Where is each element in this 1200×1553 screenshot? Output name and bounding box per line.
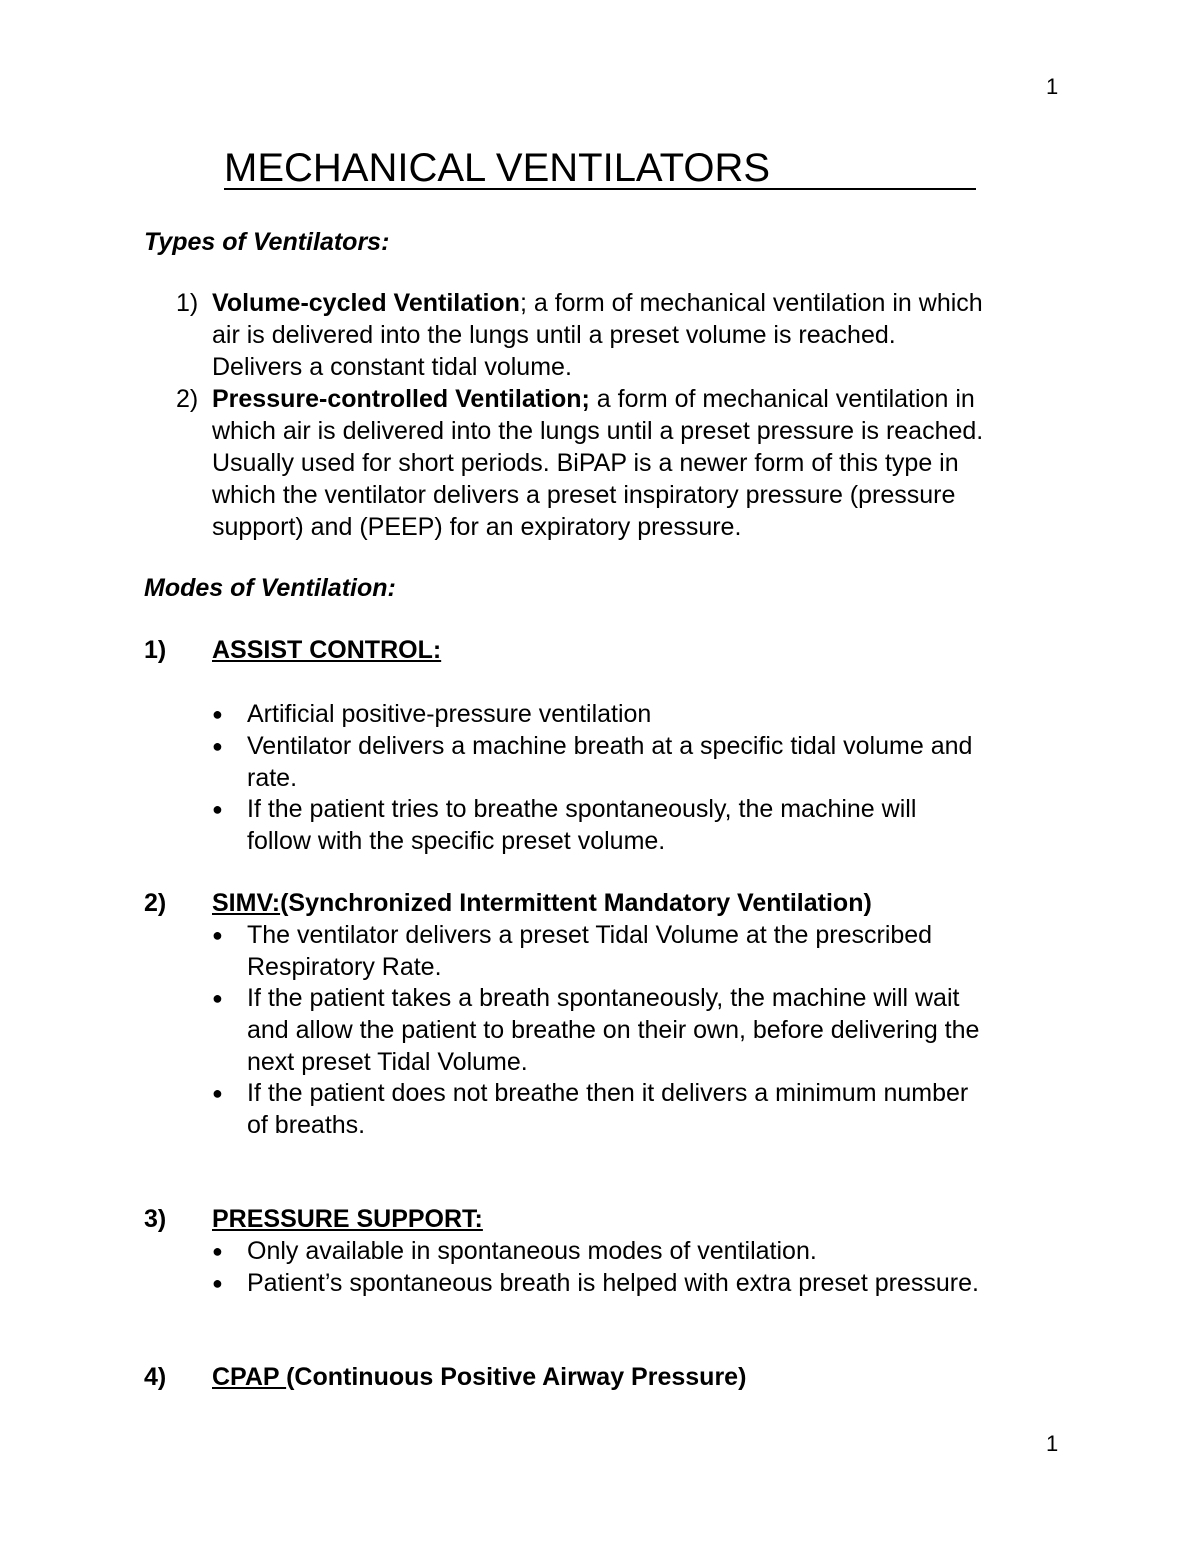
mode-2-bullet-3-line-2: of breaths.	[247, 1111, 366, 1139]
mode-4-title-underlined: CPAP	[212, 1363, 287, 1391]
mode-4-number: 4)	[144, 1363, 167, 1391]
mode-3-number: 3)	[144, 1205, 167, 1233]
mode-3-bullet-1-line-1: Only available in spontaneous modes of ventilation.	[247, 1237, 817, 1265]
mode-4-title	[212, 1361, 746, 1393]
mode-1-title	[212, 634, 441, 666]
mode-2-number: 2)	[144, 889, 167, 917]
type-1-line-1: a form of mechanical ventilation in which	[526, 289, 983, 317]
mode-3-bullet-2	[247, 1267, 979, 1299]
type-1-term: Volume-cycled Ventilation	[212, 289, 520, 317]
bullet-icon: ●	[212, 704, 223, 724]
page-number-bottom: 1	[1046, 1431, 1059, 1456]
type-1-sep: ;	[519, 289, 527, 317]
bullet-icon: ●	[212, 1083, 223, 1103]
mode-3-bullet-2-line-1: Patient’s spontaneous breath is helped with extra preset pressure.	[247, 1269, 979, 1297]
mode-3-title	[212, 1203, 483, 1235]
mode-1-title-underlined: ASSIST CONTROL:	[212, 636, 442, 664]
type-2-number: 2)	[176, 385, 199, 413]
type-2-line-3: Usually used for short periods. BiPAP is a newer form of this type in	[212, 449, 959, 477]
mode-4-title-rest: (Continuous Positive Airway Pressure)	[286, 1363, 747, 1391]
type-2-term: Pressure-controlled Ventilation;	[212, 385, 590, 413]
mode-1-bullet-3-line-1: If the patient tries to breathe spontaneously, the machine will	[247, 795, 917, 823]
mode-2-bullet-3-line-1: If the patient does not breathe then it delivers a minimum number	[247, 1079, 969, 1107]
mode-2-bullet-3	[247, 1077, 968, 1141]
mode-2-title	[212, 887, 872, 919]
mode-2-bullet-1-line-2: Respiratory Rate.	[247, 953, 442, 981]
mode-2-bullet-2	[247, 982, 979, 1078]
mode-1-bullet-2	[247, 730, 972, 794]
bullet-icon: ●	[212, 1241, 223, 1261]
mode-2-bullet-1-line-1: The ventilator delivers a preset Tidal Volume at the prescribed	[247, 921, 933, 949]
modes-heading: Modes of Ventilation:	[144, 574, 396, 602]
mode-1-bullet-2-line-1: Ventilator delivers a machine breath at a specific tidal volume and	[247, 732, 973, 760]
type-2-line-4: which the ventilator delivers a preset inspiratory pressure (pressure	[212, 481, 956, 509]
type-2-line-2: which air is delivered into the lungs until a preset pressure is reached.	[212, 417, 984, 445]
mode-1-number: 1)	[144, 636, 167, 664]
bullet-icon: ●	[212, 799, 223, 819]
mode-1-bullet-1	[247, 698, 651, 730]
mode-2-bullet-1	[247, 919, 932, 983]
page-title-text: MECHANICAL VENTILATORS	[224, 146, 771, 190]
bullet-icon: ●	[212, 736, 223, 756]
type-2-text	[212, 383, 983, 543]
mode-1-bullet-2-line-2: rate.	[247, 764, 298, 792]
mode-2-title-rest: (Synchronized Intermittent Mandatory Ventilation)	[280, 889, 872, 917]
type-1-line	[212, 287, 983, 319]
types-heading: Types of Ventilators:	[144, 228, 390, 256]
bullet-icon: ●	[212, 988, 223, 1008]
bullet-icon: ●	[212, 1273, 223, 1293]
mode-1-bullet-3	[247, 793, 916, 857]
bullet-icon: ●	[212, 925, 223, 945]
mode-2-bullet-2-line-2: and allow the patient to breathe on their own, before delivering the	[247, 1016, 980, 1044]
type-2-line-5: support) and (PEEP) for an expiratory pressure.	[212, 513, 742, 541]
mode-2-bullet-2-line-3: next preset Tidal Volume.	[247, 1048, 528, 1076]
type-1-line-2: air is delivered into the lungs until a preset volume is reached.	[212, 321, 896, 349]
mode-2-bullet-2-line-1: If the patient takes a breath spontaneously, the machine will wait	[247, 984, 960, 1012]
type-1-line-3: Delivers a constant tidal volume.	[212, 353, 572, 381]
mode-1-bullet-1-line-1: Artificial positive-pressure ventilation	[247, 700, 652, 728]
type-2-line-1: a form of mechanical ventilation in	[589, 385, 975, 413]
type-2-line	[212, 383, 983, 415]
type-1-number: 1)	[176, 289, 199, 317]
page-title	[224, 144, 976, 190]
mode-3-bullet-1	[247, 1235, 817, 1267]
mode-3-title-underlined: PRESSURE SUPPORT:	[212, 1205, 483, 1233]
page-number-top: 1	[1046, 74, 1059, 99]
mode-1-bullet-3-line-2: follow with the specific preset volume.	[247, 827, 666, 855]
type-1-text	[212, 287, 983, 383]
mode-2-title-underlined: SIMV:	[212, 889, 281, 917]
